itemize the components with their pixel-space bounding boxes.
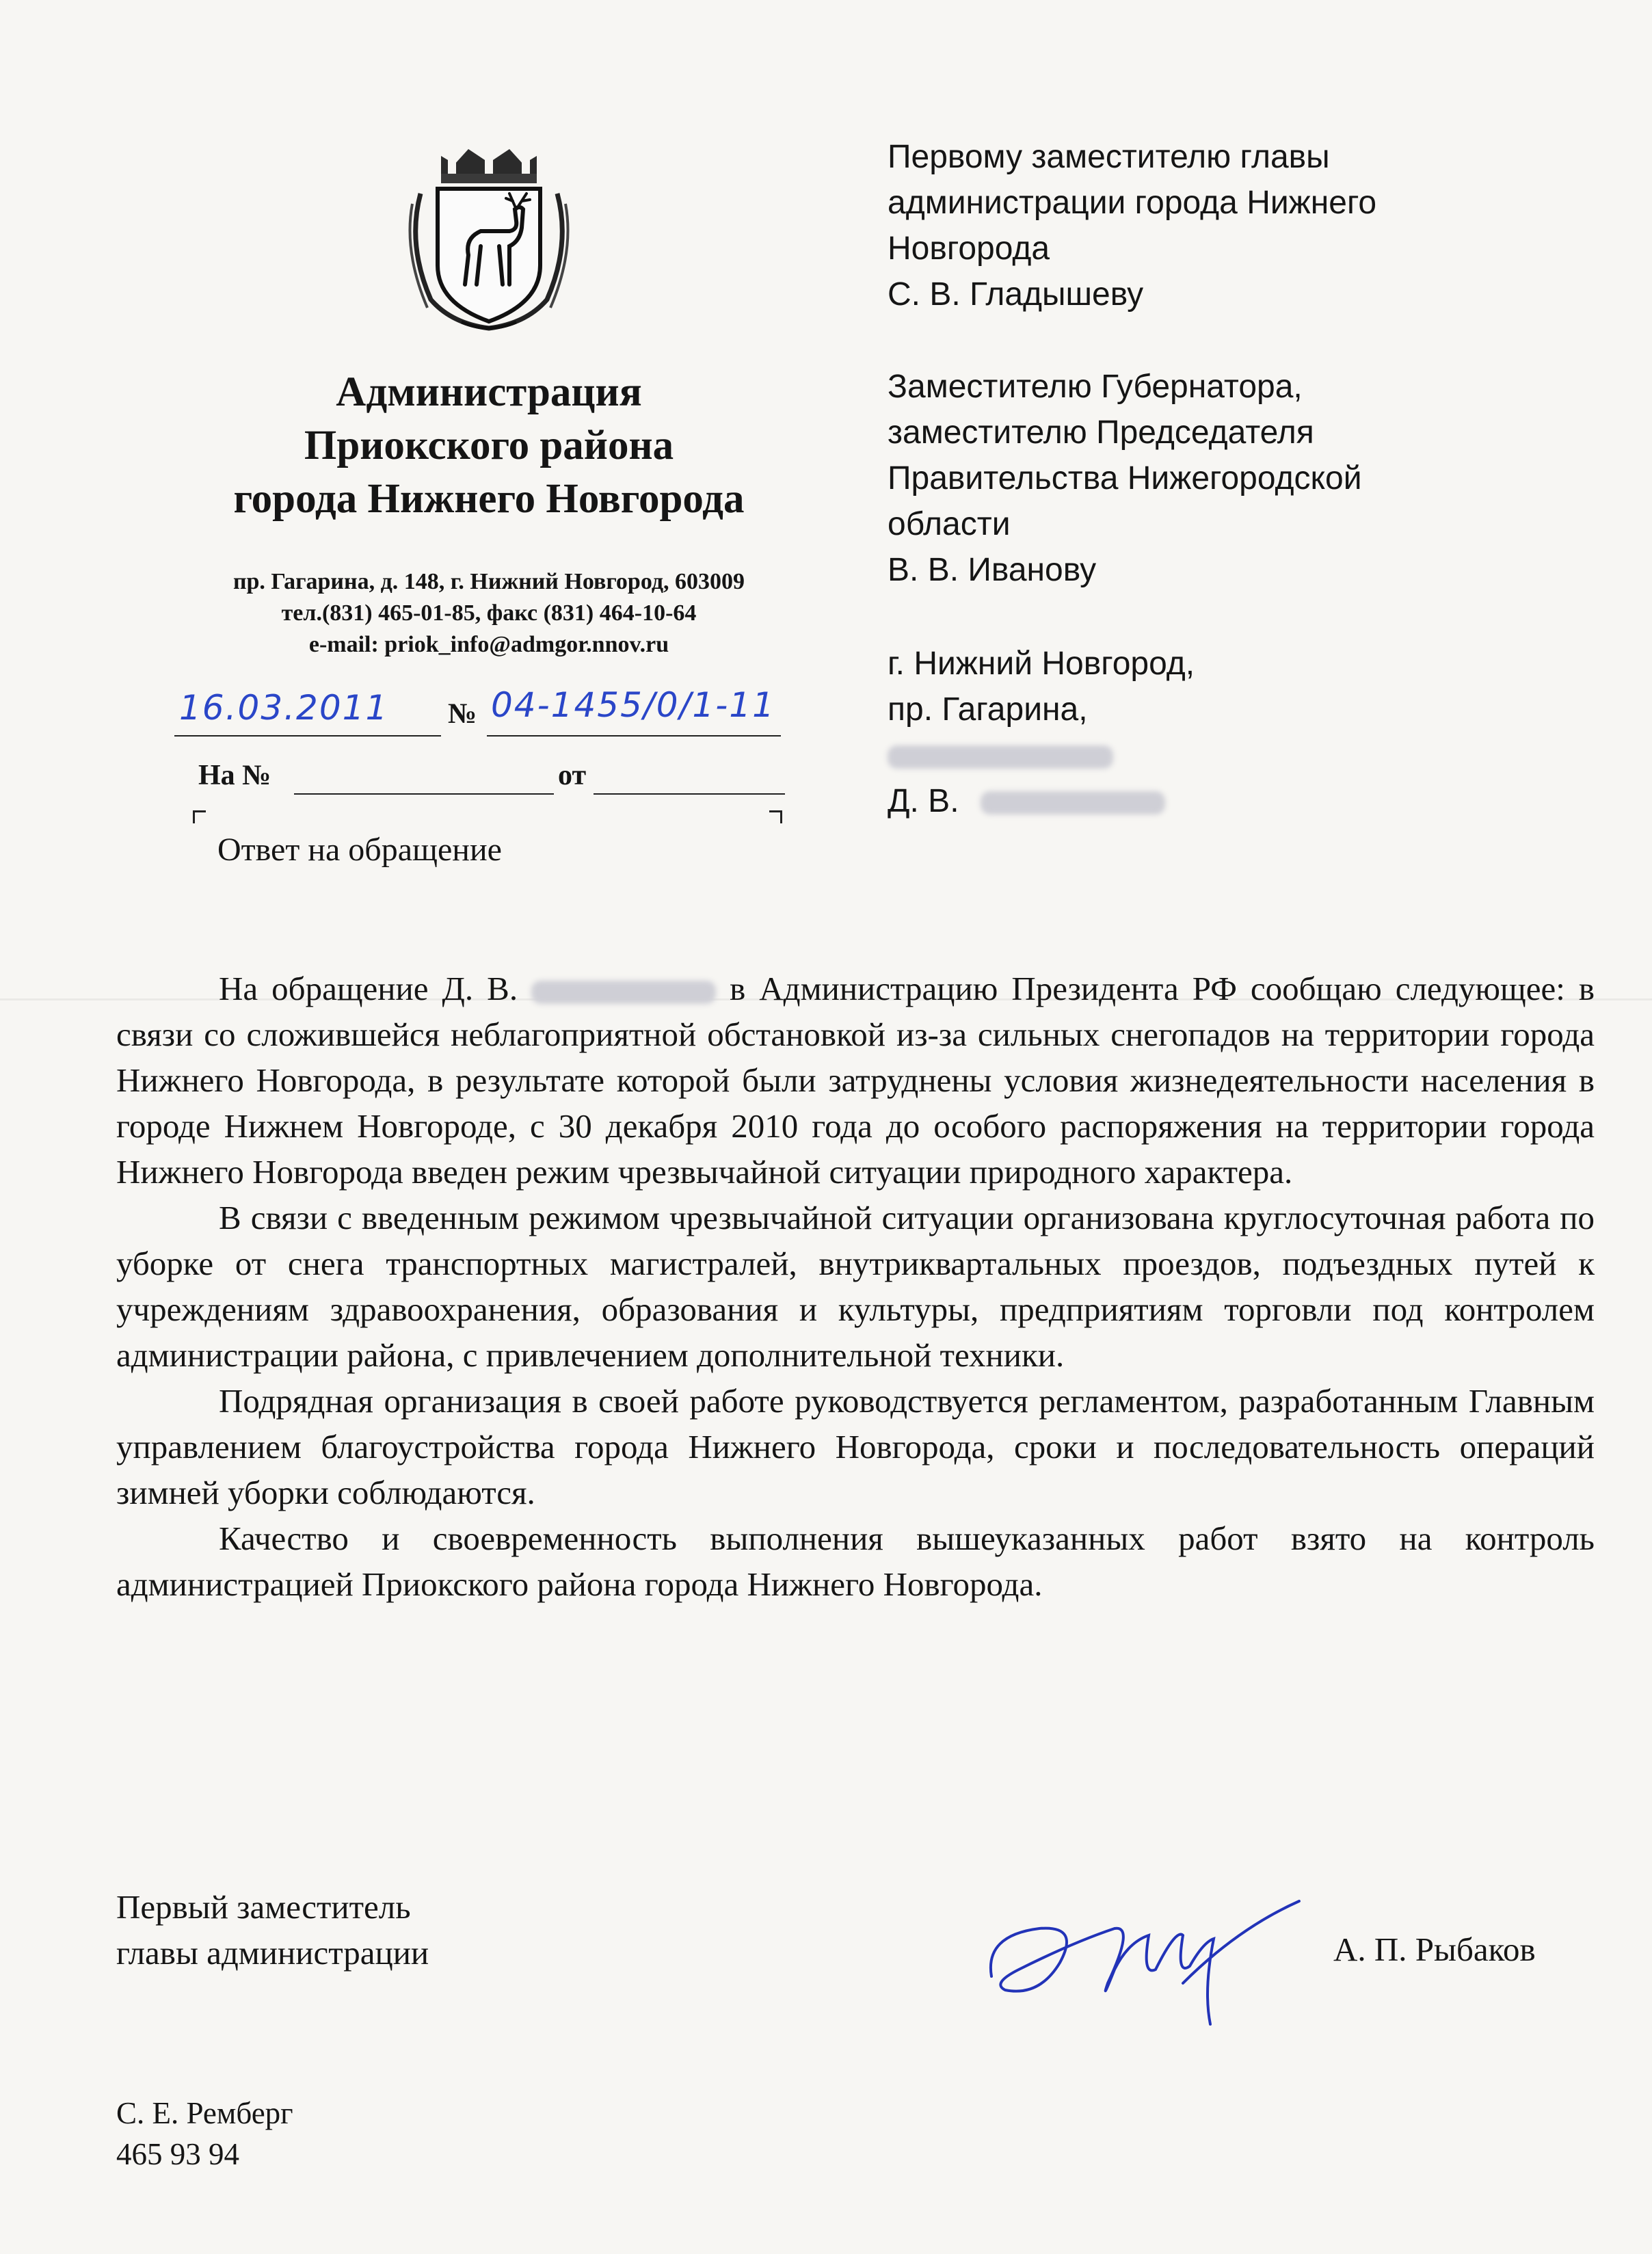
subject-corner-left: [193, 810, 206, 823]
recipient-block-1: [888, 134, 1376, 317]
p1-start: На обращение Д. В.: [219, 970, 518, 1007]
redacted-address: [888, 732, 1195, 778]
number-label: №: [448, 698, 477, 730]
recipient-line: администрации города Нижнего: [888, 185, 1377, 221]
contact-block: [123, 566, 855, 661]
recipient-block-2: [888, 364, 1362, 593]
redacted-surname-body: [531, 981, 716, 1004]
body-paragraph-1: [116, 966, 1595, 1195]
handwritten-date: 16.03.2011: [179, 688, 389, 728]
recipient-line: пр. Гагарина,: [888, 691, 1088, 728]
executor-name: С. Е. Ремберг: [116, 2096, 293, 2130]
email-address: e-mail: priok_info@admgor.nnov.ru: [308, 632, 669, 657]
recipient-initials: Д. В.: [888, 783, 959, 819]
org-line: Приокского района: [304, 423, 674, 468]
subject-corner-right: [769, 810, 782, 823]
handwritten-signature-icon: [978, 1887, 1306, 2031]
recipient-line: Заместителю Губернатора,: [888, 369, 1303, 405]
body-paragraph-3: Подрядная организация в своей работе руководствуется регламентом, разработанным Главным управлением благоустройства города Нижнего Новгорода, сроки и последовательность операций зимней уборки соблюдаются.: [116, 1382, 1595, 1511]
executor-block: [116, 2093, 293, 2175]
executor-phone: 465 93 94: [116, 2137, 239, 2171]
recipient-name-line: [888, 778, 1195, 824]
recipient-line: заместителю Председателя: [888, 414, 1314, 451]
signer-name: А. П. Рыбаков: [1333, 1931, 1536, 1968]
recipient-line: Новгорода: [888, 230, 1050, 267]
recipient-line: г. Нижний Новгород,: [888, 646, 1195, 682]
ref-label: На №: [198, 760, 271, 791]
handwritten-number: 04-1455/0/1-11: [491, 685, 775, 725]
signer-title: [116, 1884, 429, 1976]
recipient-block-3: [888, 641, 1195, 824]
recipient-line: Первому заместителю главы: [888, 139, 1330, 175]
recipient-line: области: [888, 506, 1011, 542]
organization-name: [123, 366, 855, 526]
postal-address: пр. Гагарина, д. 148, г. Нижний Новгород, 603009: [232, 569, 745, 594]
ref-from-underline: [594, 793, 785, 795]
recipient-line: В. В. Иванову: [888, 552, 1097, 588]
redacted-surname: [981, 791, 1165, 814]
signer-title-line: Первый заместитель: [116, 1888, 411, 1926]
nizhny-novgorod-coat-of-arms-icon: [400, 129, 578, 334]
number-underline: [487, 735, 781, 737]
body-paragraph-2: В связи с введенным режимом чрезвычайной ситуации организована круглосуточная работа по уборке от снега транспортных магистралей, внутриквартальных проездов, подъездных путей к учреждениям здравоохранения, образования и культуры, предприятиям торговли под контролем администрации района, с привлечением дополнительной техники.: [116, 1199, 1595, 1374]
ref-underline: [294, 793, 554, 795]
recipient-line: С. В. Гладышеву: [888, 276, 1144, 313]
date-underline: [174, 735, 441, 737]
phone-fax: тел.(831) 465-01-85, факс (831) 464-10-64: [281, 600, 697, 626]
letter-body: [116, 966, 1595, 1607]
subject-line: Ответ на обращение: [217, 832, 502, 868]
ref-from-label: от: [558, 760, 587, 791]
recipient-line: Правительства Нижегородской: [888, 460, 1362, 496]
org-line: города Нижнего Новгорода: [233, 476, 745, 522]
p1-rest: в Администрацию Президента РФ сообщаю следующее: в связи со сложившейся неблагоприятной обстановкой из-за сильных снегопадов на территории города Нижнего Новгорода, в результате которой были затруднены условия жизнедеятельности населения в городе Нижнем Новгороде, с 30 декабря 2010 года до особого распоряжения на территории города Нижнего Новгорода введен режим чрезвычайной ситуации природного характера.: [116, 970, 1595, 1191]
body-paragraph-4: Качество и своевременность выполнения вышеуказанных работ взято на контроль администрацией Приокского района города Нижнего Новгорода.: [116, 1520, 1595, 1603]
org-line: Администрация: [336, 369, 642, 415]
signer-title-line: главы администрации: [116, 1934, 429, 1972]
